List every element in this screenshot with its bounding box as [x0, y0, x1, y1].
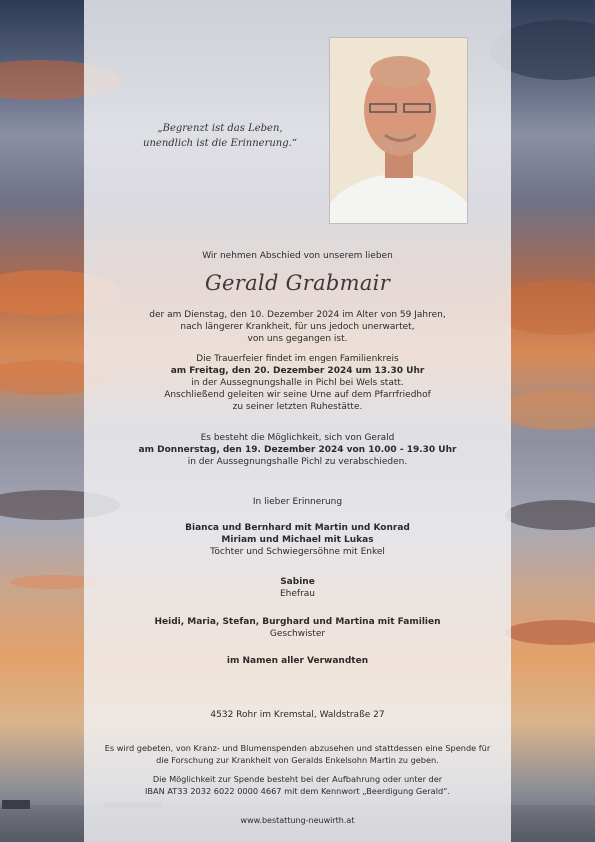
sky-cloud — [505, 500, 595, 530]
death-line: nach längerer Krankheit, für uns jedoch unerwartet, — [180, 322, 415, 332]
mourner-relation: Ehefrau — [279, 589, 315, 599]
mourner-names: Miriam und Michael mit Lukas — [221, 535, 374, 545]
donation-line: die Forschung zur Krankheit von Geralds Enkelsohn Martin zu geben. — [156, 755, 439, 765]
funeral-info — [84, 353, 511, 413]
quote-line: „Begrenzt ist das Leben, — [157, 123, 283, 134]
mourner-group — [84, 522, 511, 558]
viewing-date: am Donnerstag, den 19. Dezember 2024 von 10.00 - 19.30 Uhr — [138, 445, 457, 455]
mourner-group — [84, 616, 511, 640]
ship-silhouette — [2, 800, 30, 809]
funeral-line: Anschließend geleiten wir seine Urne auf dem Pfarrfriedhof — [164, 390, 431, 400]
sky-cloud — [505, 620, 595, 645]
website-link[interactable]: www.bestattung-neuwirth.at — [240, 816, 355, 825]
memory-label: In lieber Erinnerung — [252, 497, 343, 507]
viewing-line: Es besteht die Möglichkeit, sich von Gerald — [200, 433, 395, 443]
funeral-date: am Freitag, den 20. Dezember 2024 um 13.30 Uhr — [170, 366, 425, 376]
sky-cloud — [500, 390, 595, 430]
mourner-names: Heidi, Maria, Stefan, Burghard und Martina mit Familien — [154, 617, 441, 627]
donation-details — [84, 773, 511, 797]
portrait-photo — [329, 37, 468, 224]
deceased-name: Gerald Grabmair — [204, 271, 391, 295]
mourner-names: Bianca und Bernhard mit Martin und Konrad — [185, 523, 410, 533]
death-line: der am Dienstag, den 10. Dezember 2024 im Alter von 59 Jahren, — [149, 310, 446, 320]
viewing-line: in der Aussegnungshalle Pichl zu verabschieden. — [187, 457, 408, 467]
donation-line: Die Möglichkeit zur Spende besteht bei der Aufbahrung oder unter der — [152, 774, 443, 784]
relatives-line: im Namen aller Verwandten — [226, 656, 369, 666]
mourner-group — [84, 576, 511, 600]
mourner-relation: Töchter und Schwiegersöhne mit Enkel — [210, 547, 385, 557]
donation-request — [84, 742, 511, 766]
death-line: von uns gegangen ist. — [247, 334, 348, 344]
quote — [120, 121, 320, 151]
funeral-line: in der Aussegnungshalle in Pichl bei Wels statt. — [191, 378, 404, 388]
mourner-relation: Geschwister — [269, 629, 326, 639]
funeral-line: zu seiner letzten Ruhestätte. — [232, 402, 363, 412]
address: 4532 Rohr im Kremstal, Waldstraße 27 — [210, 710, 385, 720]
intro-text: Wir nehmen Abschied von unserem lieben — [202, 251, 393, 261]
portrait-icon — [330, 38, 467, 223]
donation-iban: IBAN AT33 2032 6022 0000 4667 mit dem Kennwort „Beerdigung Gerald“. — [144, 786, 451, 796]
donation-line: Es wird gebeten, von Kranz- und Blumenspenden abzusehen und stattdessen eine Spende für — [104, 743, 491, 753]
death-notice — [84, 309, 511, 345]
mourner-names: Sabine — [280, 577, 315, 587]
funeral-line: Die Trauerfeier findet im engen Familienkreis — [196, 354, 399, 364]
quote-line: unendlich ist die Erinnerung.“ — [143, 138, 297, 149]
viewing-info — [84, 432, 511, 468]
